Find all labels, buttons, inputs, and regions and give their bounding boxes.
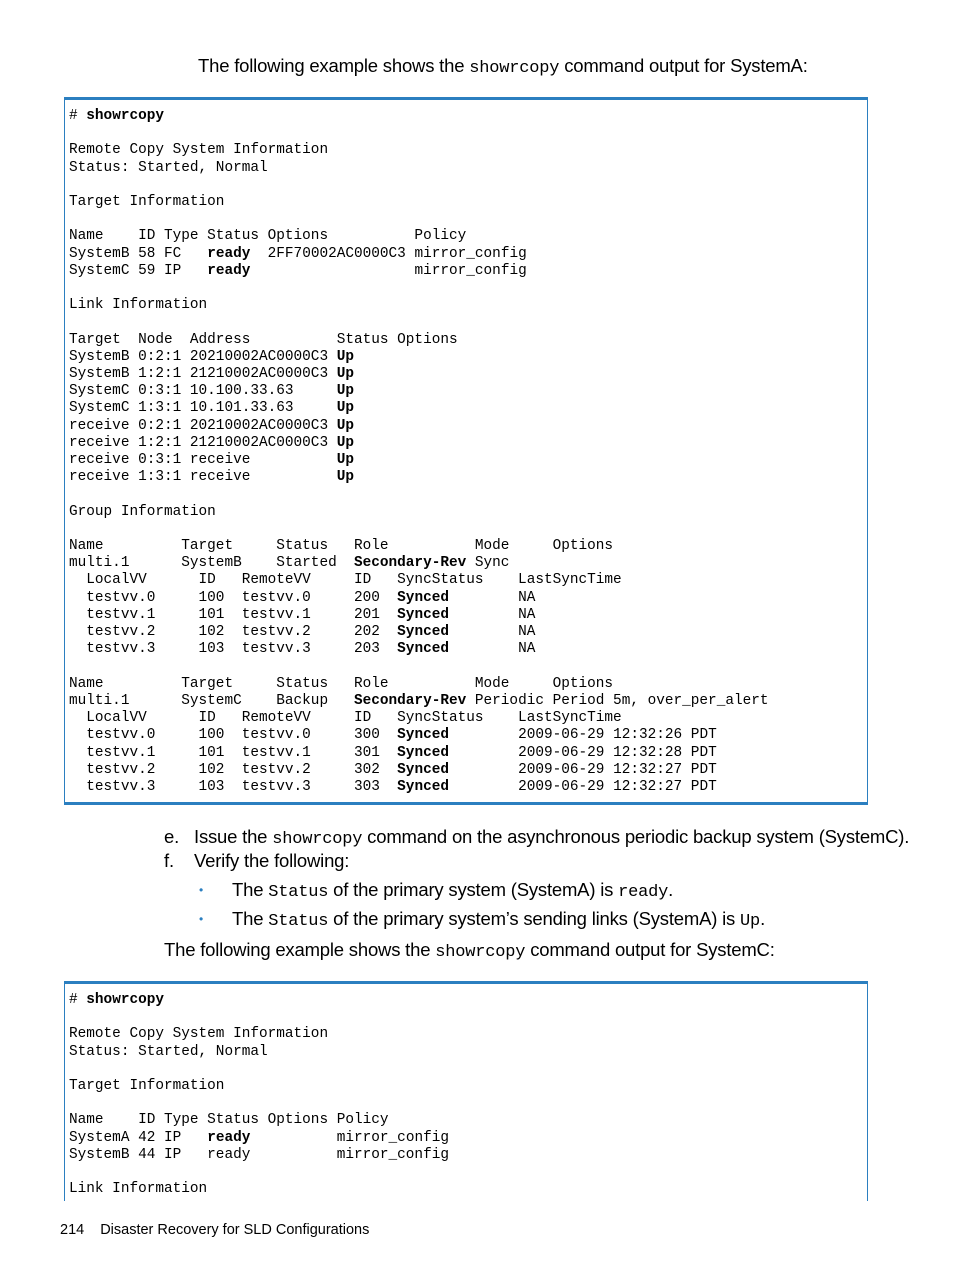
code-segment: ready (207, 245, 251, 262)
step-marker: f. (164, 850, 174, 871)
code-segment: testvv.2 102 testvv.2 202 (69, 624, 398, 641)
code-segment: showrcopy (86, 108, 165, 124)
code-segment: testvv.0 100 testvv.0 300 (69, 727, 398, 744)
code-segment: # (69, 992, 87, 1008)
code-line (69, 1181, 207, 1197)
inline-code: Status (268, 883, 329, 902)
code-line (69, 1026, 328, 1042)
code-segment: Synced (397, 727, 449, 744)
code-segment: ready (207, 262, 251, 279)
code-segment: receive 1:2:1 21210002AC0000C3 (69, 434, 337, 451)
code-segment: 2009-06-29 12:32:26 PDT (449, 727, 717, 744)
code-segment: ready (207, 1129, 251, 1146)
code-segment: 2009-06-29 12:32:27 PDT (449, 778, 717, 795)
code-line (69, 693, 769, 709)
code-segment: testvv.1 101 testvv.1 301 (69, 744, 398, 761)
code-line (69, 228, 466, 244)
code-line (69, 538, 613, 554)
section-title: Disaster Recovery for SLD Configurations (100, 1222, 370, 1238)
code-listing (65, 992, 867, 1198)
bullet-text: of the primary system (SystemA) is (328, 879, 619, 900)
code-segment: Name ID Type Status Options Policy (69, 1112, 389, 1129)
code-segment: Up (336, 469, 354, 486)
code-segment: Name Target Status Role Mode Options (69, 675, 614, 692)
code-block-systema (64, 97, 868, 805)
code-segment: receive 0:3:1 receive (69, 452, 337, 469)
inline-code: ready (618, 883, 669, 902)
code-line (69, 992, 164, 1008)
code-line (69, 1130, 449, 1146)
page-number: 214 (60, 1222, 85, 1238)
code-segment: Name ID Type Status Options Policy (69, 228, 467, 245)
code-line (69, 400, 354, 416)
page-footer (60, 1222, 369, 1238)
code-line (69, 108, 164, 124)
code-segment: NA (449, 589, 536, 606)
bullet-icon: • (199, 912, 204, 926)
command-name: showrcopy (272, 830, 363, 849)
code-line (69, 1044, 268, 1060)
code-segment: testvv.1 101 testvv.1 201 (69, 606, 398, 623)
code-line (69, 332, 458, 348)
code-segment: Remote Copy System Information (69, 1026, 329, 1043)
code-segment: Synced (397, 641, 449, 658)
intro-text: command output for SystemA: (559, 55, 808, 76)
bullet-icon: • (199, 883, 204, 897)
code-segment: Synced (397, 606, 449, 623)
step-text: Verify the following: (194, 850, 350, 871)
code-line (69, 452, 354, 468)
code-line (69, 1147, 449, 1163)
step-f (164, 850, 349, 872)
code-segment: receive 0:2:1 20210002AC0000C3 (69, 417, 337, 434)
code-segment: Up (336, 400, 354, 417)
code-line (69, 676, 613, 692)
intro-text: The following example shows the (198, 55, 470, 76)
code-segment: LocalVV ID RemoteVV ID SyncStatus LastSyncTime (69, 710, 622, 727)
code-segment: Up (336, 383, 354, 400)
code-line (69, 297, 207, 313)
code-segment: Link Information (69, 1181, 208, 1198)
code-segment: SystemB 44 IP ready mirror_config (69, 1146, 449, 1163)
code-line (69, 710, 622, 726)
code-segment: mirror_config (250, 1129, 449, 1146)
code-line (69, 641, 535, 657)
intro-text: command output for SystemC: (525, 939, 775, 960)
intro-text: The following example shows the (164, 939, 436, 960)
code-segment: Target Node Address Status Options (69, 331, 458, 348)
bullet-text: The (232, 908, 269, 929)
code-segment: Group Information (69, 503, 216, 520)
code-segment: SystemB 0:2:1 20210002AC0000C3 (69, 348, 337, 365)
code-line (69, 246, 527, 262)
code-segment: SystemC 1:3:1 10.101.33.63 (69, 400, 337, 417)
code-line (69, 590, 535, 606)
code-segment: 2FF70002AC0000C3 mirror_config (250, 245, 527, 262)
inline-code: Status (268, 912, 329, 931)
code-segment: Up (336, 348, 354, 365)
code-segment: 2009-06-29 12:32:28 PDT (449, 744, 717, 761)
code-line (69, 418, 354, 434)
code-segment: NA (449, 641, 536, 658)
code-segment: Periodic Period 5m, over_per_alert (466, 692, 769, 709)
code-line (69, 194, 224, 210)
intro-systemc (164, 939, 775, 962)
code-line (69, 727, 717, 743)
code-segment: multi.1 SystemB Started (69, 555, 354, 572)
step-marker: e. (164, 826, 180, 847)
step-text: Issue the (194, 826, 273, 847)
code-segment: Up (336, 434, 354, 451)
code-segment: multi.1 SystemC Backup (69, 692, 354, 709)
command-name: showrcopy (469, 59, 560, 78)
code-segment: Synced (397, 778, 449, 795)
step-e (164, 826, 909, 849)
code-line (69, 383, 354, 399)
bullet-text: of the primary system’s sending links (SystemA) is (328, 908, 741, 929)
code-segment: Synced (397, 744, 449, 761)
code-segment: showrcopy (86, 992, 165, 1008)
code-block-systemc (64, 981, 868, 1201)
step-text: command on the asynchronous periodic backup system (SystemC). (362, 826, 910, 847)
code-line (69, 745, 717, 761)
code-line (69, 607, 535, 623)
code-segment: testvv.0 100 testvv.0 200 (69, 589, 398, 606)
code-segment: SystemB 58 FC (69, 245, 208, 262)
code-segment: Up (336, 452, 354, 469)
code-segment: Name Target Status Role Mode Options (69, 538, 614, 555)
code-line (69, 366, 354, 382)
code-segment: receive 1:3:1 receive (69, 469, 337, 486)
code-segment: NA (449, 606, 536, 623)
code-segment: Status: Started, Normal (69, 1043, 268, 1060)
code-segment: Synced (397, 589, 449, 606)
code-line (69, 435, 354, 451)
code-segment: SystemB 1:2:1 21210002AC0000C3 (69, 366, 337, 383)
code-line (69, 1078, 224, 1094)
code-segment: Up (336, 366, 354, 383)
intro-systema (198, 55, 808, 78)
bullet-item (199, 908, 765, 931)
code-segment: Remote Copy System Information (69, 142, 329, 159)
code-line (69, 624, 535, 640)
code-segment: Up (336, 417, 354, 434)
code-line (69, 142, 328, 158)
code-segment: # (69, 108, 87, 124)
code-line (69, 263, 527, 279)
code-segment: LocalVV ID RemoteVV ID SyncStatus LastSyncTime (69, 572, 622, 589)
code-segment: SystemA 42 IP (69, 1129, 208, 1146)
code-segment: Secondary-Rev (353, 692, 467, 709)
code-segment: NA (449, 624, 536, 641)
inline-code: Up (740, 912, 761, 931)
code-segment: Secondary-Rev (353, 555, 467, 572)
code-segment: Target Information (69, 1078, 225, 1095)
code-segment: testvv.2 102 testvv.2 302 (69, 761, 398, 778)
code-segment: testvv.3 103 testvv.3 203 (69, 641, 398, 658)
code-line (69, 469, 354, 485)
bullet-text: . (668, 879, 674, 900)
code-segment: 2009-06-29 12:32:27 PDT (449, 761, 717, 778)
code-listing (65, 108, 867, 796)
code-segment: SystemC 0:3:1 10.100.33.63 (69, 383, 337, 400)
code-line (69, 572, 622, 588)
code-segment: Status: Started, Normal (69, 159, 268, 176)
code-segment: Link Information (69, 297, 208, 314)
code-segment: Sync (466, 555, 510, 572)
code-line (69, 779, 717, 795)
command-name: showrcopy (435, 943, 526, 962)
code-line (69, 349, 354, 365)
code-segment: Synced (397, 761, 449, 778)
code-segment: Target Information (69, 194, 225, 211)
code-segment: mirror_config (250, 262, 527, 279)
code-line (69, 504, 216, 520)
bullet-text: . (760, 908, 766, 929)
code-segment: testvv.3 103 testvv.3 303 (69, 778, 398, 795)
code-line (69, 762, 717, 778)
code-segment: Synced (397, 624, 449, 641)
code-line (69, 1112, 389, 1128)
code-line (69, 160, 268, 176)
bullet-text: The (232, 879, 269, 900)
code-line (69, 555, 509, 571)
bullet-item (199, 879, 673, 902)
code-segment: SystemC 59 IP (69, 262, 208, 279)
